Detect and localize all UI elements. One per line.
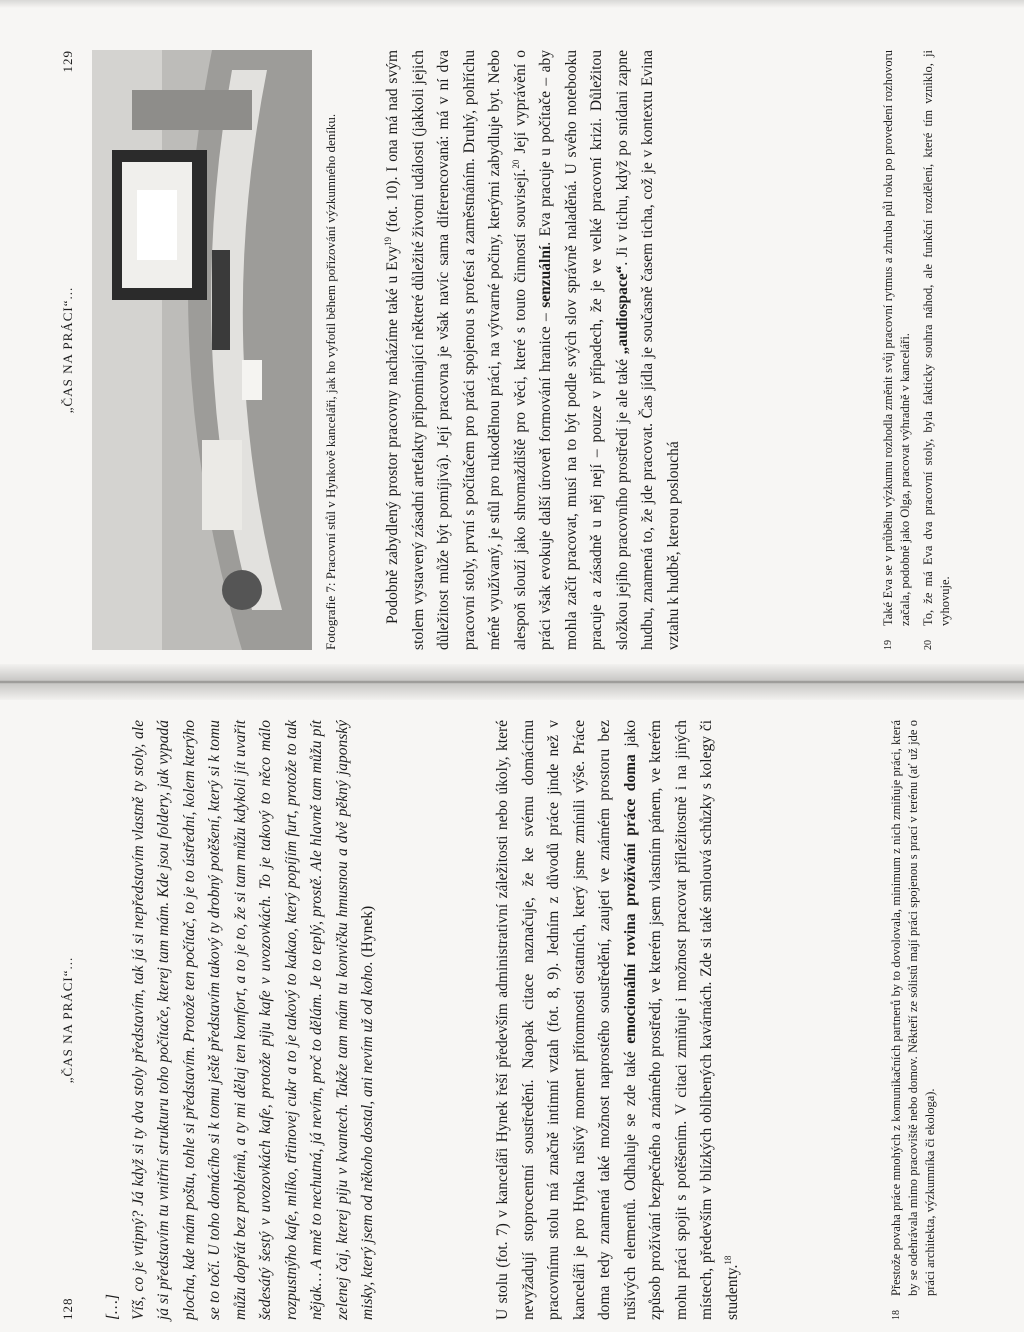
- bold-term: senzuální: [537, 245, 554, 308]
- quote-source: (Hynek): [359, 905, 376, 962]
- paragraph: [380, 50, 686, 650]
- text-run: (fot. 10). I ona má nad svým stolem vystavený zásadní artefakty připomínající některé důležité životní události (jakkoli jejich důležitost může být pomíjivá). Její pracovna je však navíc sama diferencovaná: má v ní dva pracovní stoly, první s počítačem pro práci spojenou s profesí a zaměstnáním. Druhý, pohříchu méně využívaný, je stůl pro rukodělnou práci, na výtvarné počiny, kterými zabydluje byt. Nebo alespoň slouží jako shromaždiště pro věci, které s touto činností souvisejí.: [384, 50, 529, 650]
- text-run: . Ji v tichu, když po snídani zapne hudbu, znamená to, že jde pracovat. Čas jídla je současně časem ticha, což je v kontextu Evina vztahu k hudbě, kterou poslouchá: [613, 50, 682, 650]
- footnote-ref: 20: [510, 159, 521, 169]
- running-head-129: [60, 50, 90, 650]
- page-number: 128: [60, 1297, 75, 1320]
- footnotes-128: [888, 720, 945, 1320]
- text-run: jako způsob prožívání bezpečného a známého prostředí, ve kterém jsem vlastním pánem, ve kterém mohu práci spojit s potěšením. V citaci zmiňuje i možnost pracovat příležitostně i na jiných místech, především v blízkých oblíbených kavárnách. Zde si také smlouvá schůzky s kolegy či studenty.: [621, 719, 741, 1320]
- footnote: [880, 50, 914, 650]
- text-run: Její vyprávění o práci však evokuje další úroveň formování hranice –: [511, 50, 554, 650]
- bold-term: emocionální rovina prožívání práce doma: [621, 754, 639, 1044]
- quote-body: Víš, co je vtipný? Já když si ty dva stoly představím, tak já si nepředstavím vlastně ty stoly, ale já si představím tu vnitřní strukturu toho počítače, kterej tam mám. Kde jsou foldery, jak vypadá plocha, kde mám poštu, tohle si představím. Protože ten počítač, to je to ústřední, kolem kterýho se to točí. U toho domácího si k tomu ještě představím takový ty drobný potěšení, který si k tomu můžu dopřát bez problémů, a ty mi dělaj ten komfort, a to je to, že si tam můžu kdykoli jít uvařit šedesátý šestý v uvozovkách kafe, protože piju kafe v uvozovkách. To je takový to něco málo rozpustnýho kafe, mlíko, třtinovej cukr a to je takový to kakao, který popíjím furt, protože to tak nějak… A mně to nechutná, já nevím, proč to dělám. Je to teplý, prostě. Ale hlavně tam můžu pít zelenej čaj, kterej piju v kvantech. Takže tam mám tu konvičku hmusnou a dvě pěkný japonský misky, který jsem od někoho dostal, ani nevím už od koho.: [129, 720, 376, 1320]
- book-gutter: [0, 664, 1024, 700]
- page-129: [60, 50, 1020, 650]
- running-head-128: [60, 720, 90, 1320]
- photo-illustration: [92, 50, 312, 650]
- footnote-number: 19: [883, 640, 894, 650]
- footnote-text: Přestože povaha práce mnohých z komunikačních partnerů by to dovolovala, minimum z nich zmiňuje práci, která by se odehrávala mimo pracoviště nebo domov. Někteří ze sólistů mají práci spojenou s prací v terénu (ať už jde o práci architekta, výzkumníka či ekologa).: [889, 720, 937, 1296]
- footnote-ref: 18: [722, 1255, 733, 1265]
- footnotes-129: [880, 50, 960, 650]
- body-text-128: [490, 720, 745, 1320]
- scan-edge: [0, 0, 1024, 8]
- footnote: [920, 50, 954, 650]
- paragraph: [490, 720, 745, 1320]
- page-128: [60, 720, 1020, 1320]
- running-title: „ČAS NA PRÁCI“...: [60, 956, 75, 1084]
- text-run: U stolu (fot. 7) v kanceláři Hynek řeší především administrativní záležitosti nebo úkoly, které nevyžadují stoprocentní soustředění. Naopak citace naznačuje, že ke svému domácímu pracovnímu stolu má značně intimní vztah (fot. 8, 9). Jedním z důvodů práce jinde než v kanceláři je pro Hynka rušivý moment přítomnosti ostatních, který jsme zmínili výše. Práce doma tedy znamená také možnost naprostého soustředění, zaujetí ve známém prostoru bez rušivých elementů. Odhaluje se zde také: [494, 720, 639, 1320]
- text-run: . Eva pracuje u počítače – aby mohla začít pracovat, musí na to být podle svých slov správně naladěná. U svého notebooku pracuje a zásadně u něj nejí – pouze v případech, že je ve velké pracovní krizi. Důležitou složkou jejího pracovního prostředí je ale také: [537, 50, 631, 650]
- interview-quote: [100, 720, 381, 1320]
- footnote-text: To, že má Eva dva pracovní stoly, byla fakticky souhra náhod, ale funkční rozdělení, které tím vzniklo, ji vyhovuje.: [921, 50, 952, 626]
- footnote-number: 20: [923, 640, 934, 650]
- desk-photo: [92, 50, 312, 650]
- footnote-ref: 19: [382, 236, 393, 246]
- footnote-text: Také Eva se v průběhu výzkumu rozhodla změnit svůj pracovní rytmus a zhruba půl roku po provedení rozhovoru začala, podobně jako Olga, pracovat výhradně v kanceláři.: [881, 50, 912, 626]
- quote-open: […]: [104, 1294, 121, 1320]
- photo-caption: Fotografie 7: Pracovní stůl v Hynkově kanceláři, jak ho vyfotil během pořizování výzkumného deníku.: [323, 113, 338, 650]
- page-number: 129: [60, 50, 75, 73]
- bold-term: „audiospace“: [613, 265, 631, 355]
- footnote: [888, 720, 939, 1320]
- quote-text: [126, 720, 381, 1320]
- text-run: Podobně zabydlený prostor pracovny nacházíme také u Evy: [384, 245, 401, 624]
- running-title: „ČAS NA PRÁCI“...: [60, 286, 75, 414]
- footnote-number: 18: [891, 1310, 902, 1320]
- body-text-129: [380, 50, 686, 650]
